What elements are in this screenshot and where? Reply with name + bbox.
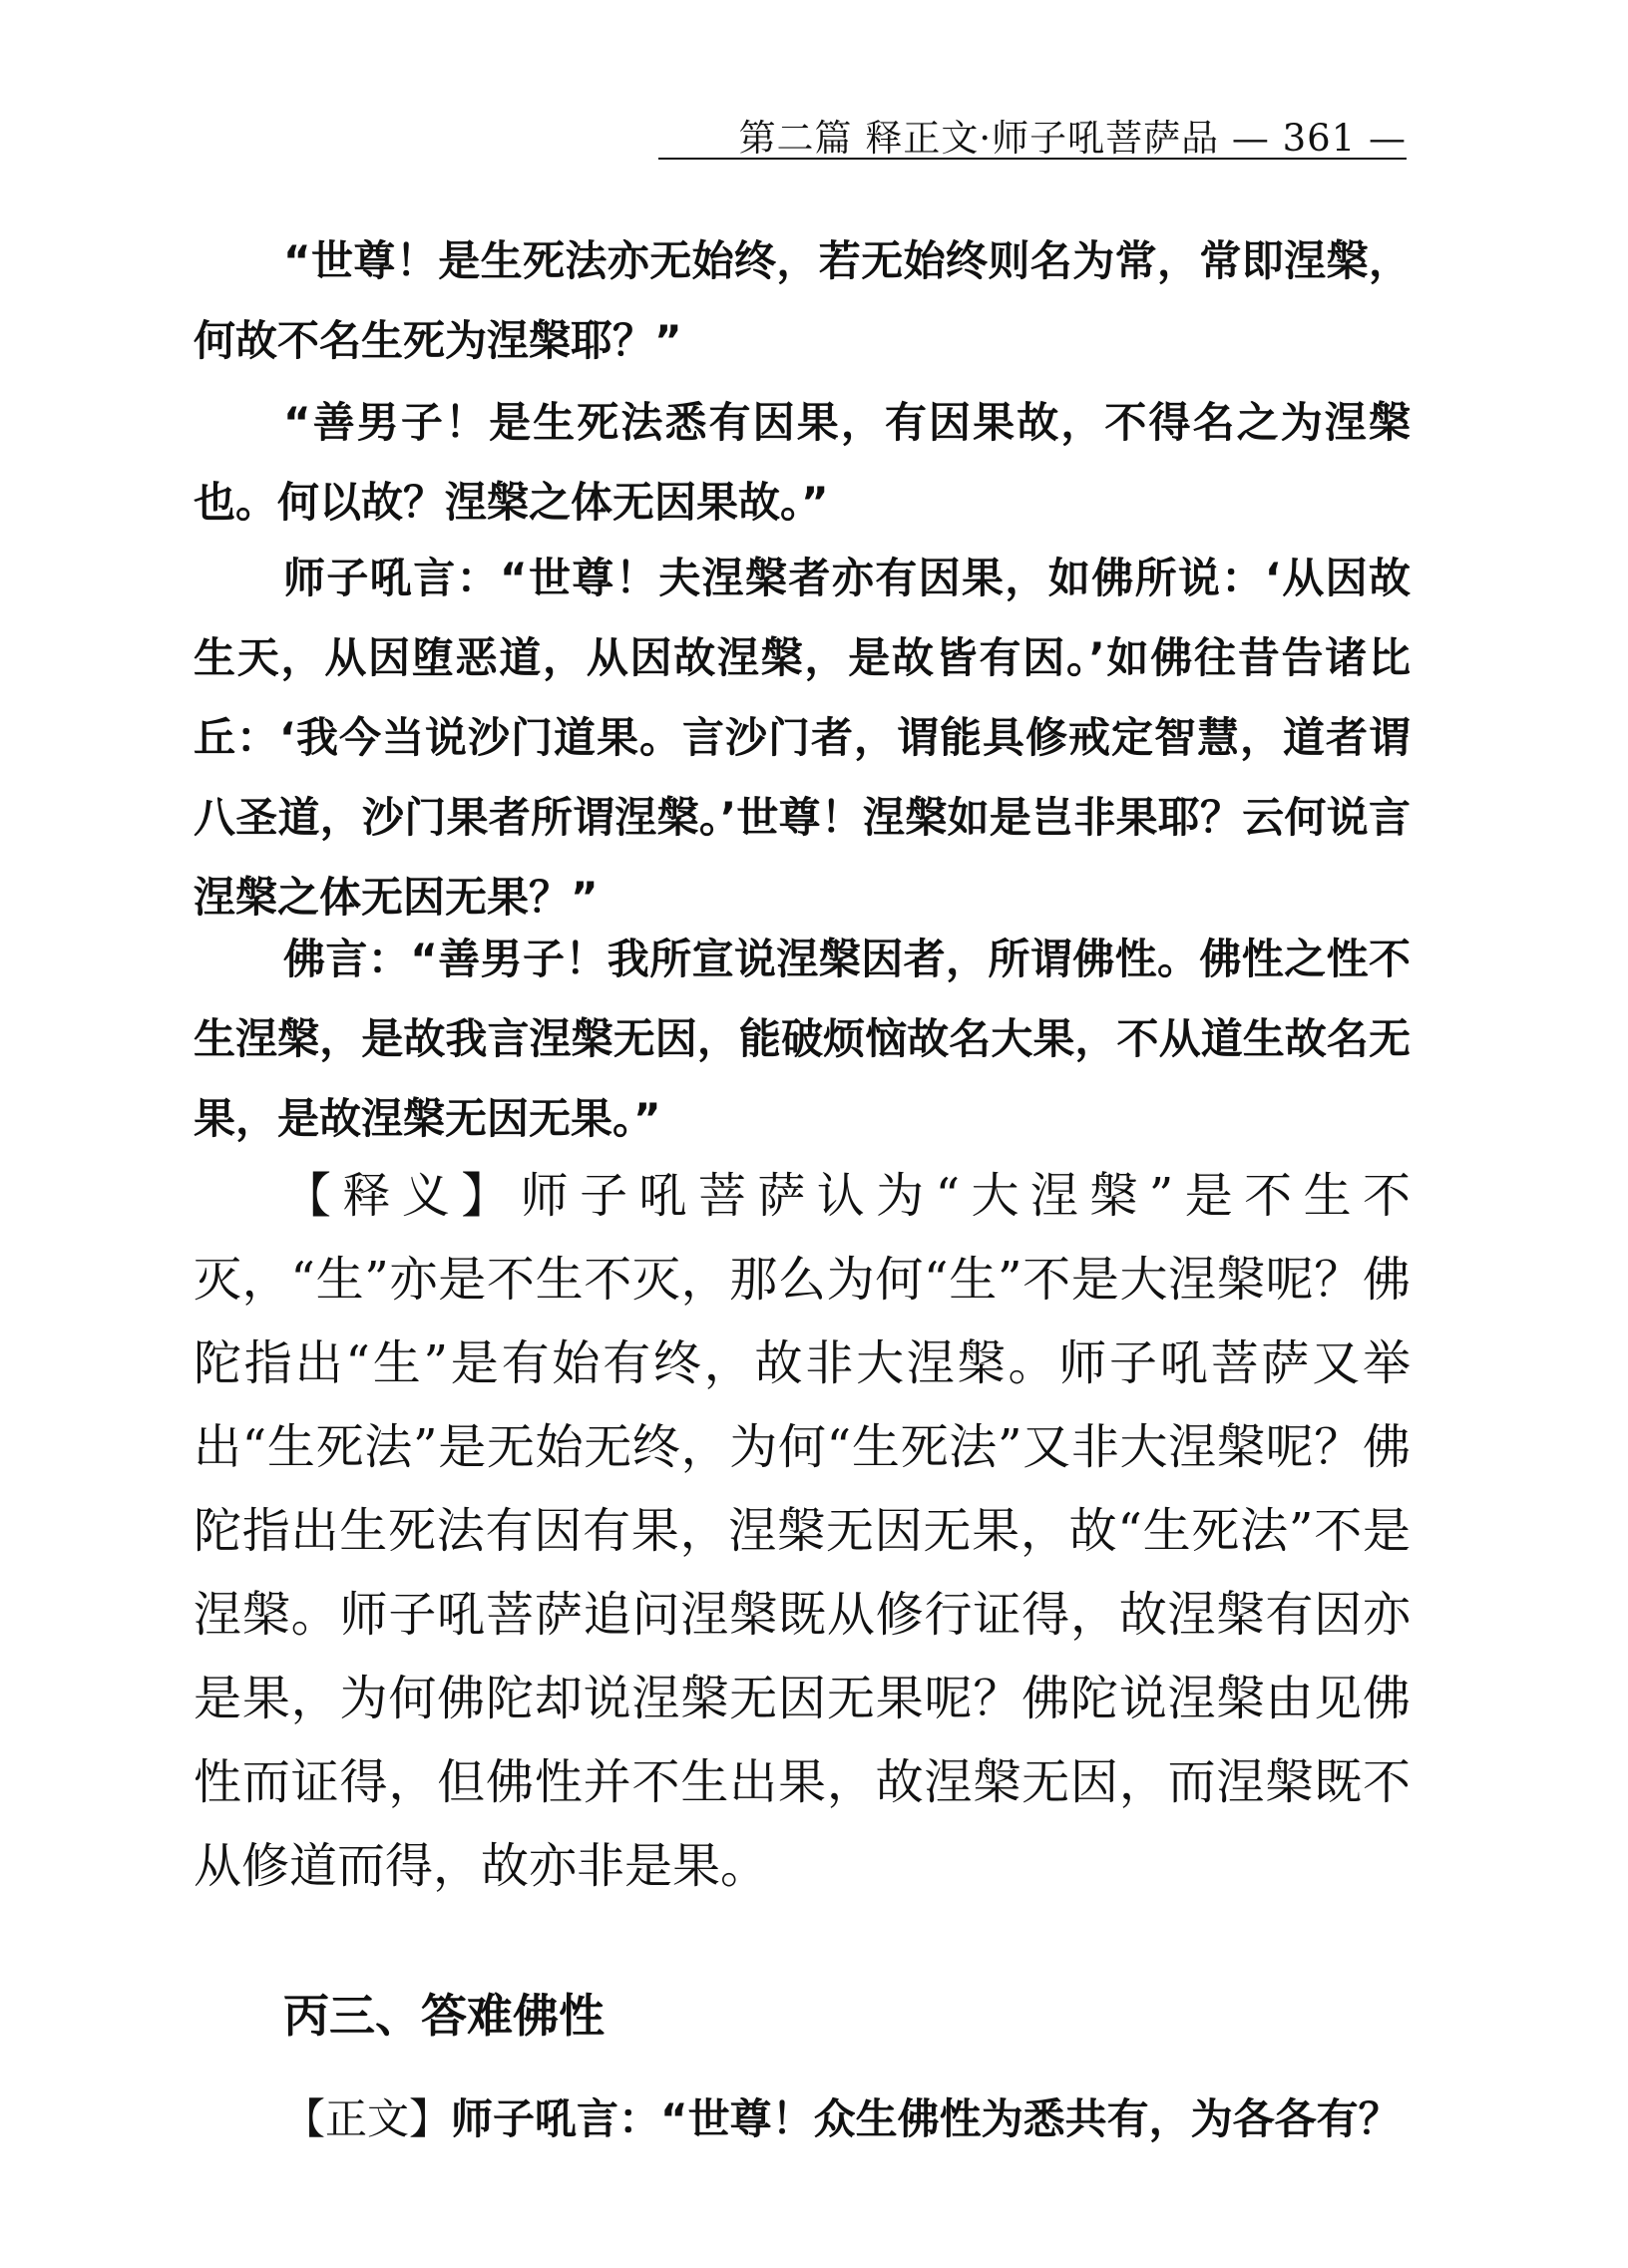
page-header	[0, 0, 1628, 170]
paragraph-2: “善男子！是生死法悉有因果，有因果故，不得名之为涅槃也。何以故？涅槃之体无因果故。”	[194, 398, 1411, 527]
running-title: 第二篇 释正文·师子吼菩萨品 — 361 —	[738, 117, 1407, 160]
paragraph-1: “世尊！是生死法亦无始终，若无始终则名为常，常即涅槃，何故不名生死为涅槃耶？”	[194, 236, 1411, 365]
paragraph-4: 佛言：“善男子！我所宣说涅槃因者，所谓佛性。佛性之性不生涅槃，是故我言涅槃无因，能破烦恼故名大果，不从道生故名无果，是故涅槃无因无果。”	[194, 935, 1411, 1143]
header-rule	[658, 158, 1407, 160]
final-paragraph	[194, 2079, 1411, 2159]
final-text: 师子吼言：“世尊！众生佛性为悉共有，为各各有？	[451, 2094, 1401, 2143]
paragraph-3: 师子吼言：“世尊！夫涅槃者亦有因果，如佛所说：‘从因故生天，从因堕恶道，从因故涅槃，是故皆有因。’如佛往昔告诸比丘：‘我今当说沙门道果。言沙门者，谓能具修戒定智慧，道者谓八圣道，沙门果者所谓涅槃。’世尊！涅槃如是岂非果耶？云何说言涅槃之体无因无果？”	[194, 554, 1411, 922]
section-heading: 丙三、答难佛性	[283, 1989, 605, 2043]
commentary-paragraph: 【释义】师子吼菩萨认为“大涅槃”是不生不灭，“生”亦是不生不灭，那么为何“生”不是大涅槃呢？佛陀指出“生”是有始有终，故非大涅槃。师子吼菩萨又举出“生死法”是无始无终，为何“生死法”又非大涅槃呢？佛陀指出生死法有因有果，涅槃无因无果，故“生死法”不是涅槃。师子吼菩萨追问涅槃既从修行证得，故涅槃有因亦是果，为何佛陀却说涅槃无因无果呢？佛陀说涅槃由见佛性而证得，但佛性并不生出果，故涅槃无因，而涅槃既不从修道而得，故亦非是果。	[194, 1168, 1411, 1894]
text-marker: 【正文】	[283, 2094, 452, 2143]
